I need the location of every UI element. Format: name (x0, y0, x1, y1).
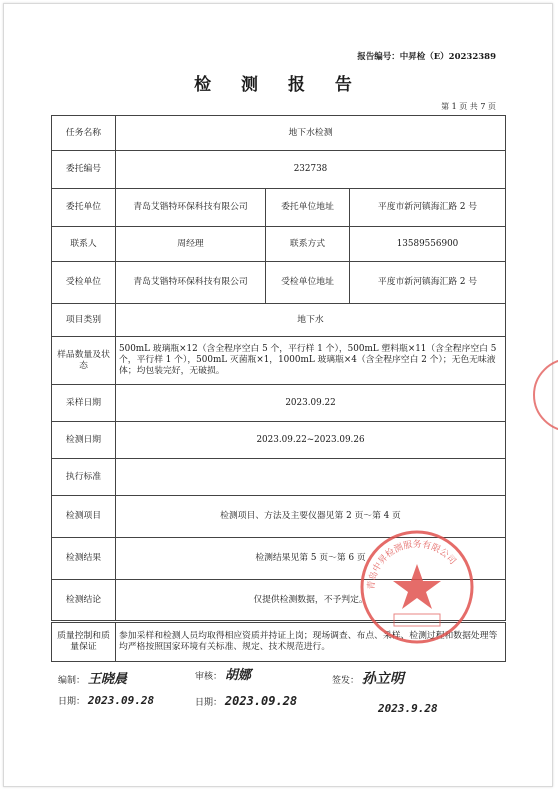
inspected-addr-label: 受检单位地址 (266, 262, 350, 304)
phone-value: 13589556900 (350, 227, 506, 262)
compile-signature (58, 668, 127, 687)
test-date-label: 检测日期 (52, 422, 116, 459)
partial-seal-icon (530, 340, 558, 450)
review-handwriting: 胡娜 (224, 668, 251, 683)
test-date-value: 2023.09.22~2023.09.26 (116, 422, 506, 459)
entrust-addr-value: 平度市新河镇海汇路 2 号 (350, 189, 506, 227)
inspected-addr-value: 平度市新河镇海汇路 2 号 (350, 262, 506, 304)
conclusion-label: 检测结论 (52, 580, 116, 622)
contact-value: 周经理 (116, 227, 266, 262)
entrust-addr-label: 委托单位地址 (266, 189, 350, 227)
category-value: 地下水 (116, 304, 506, 337)
review-date-handwriting: 2023.09.28 (224, 694, 298, 708)
entrust-unit-value: 青岛艾锴特环保科技有限公司 (116, 189, 266, 227)
compile-label: 编制： (58, 676, 86, 686)
table-row (52, 151, 506, 189)
conclusion-value: 仅提供检测数据，不予判定。 (116, 580, 506, 622)
results-label: 检测结果 (52, 538, 116, 580)
entrust-no-label: 委托编号 (52, 151, 116, 189)
results-value: 检测结果见第 5 页～第 6 页 (116, 538, 506, 580)
approve-signature (332, 668, 404, 688)
table-row (52, 459, 506, 496)
page-number: 第 1 页 共 7 页 (441, 102, 496, 111)
phone-label: 联系方式 (266, 227, 350, 262)
task-name-value: 地下水检测 (116, 116, 506, 151)
table-row (52, 304, 506, 337)
items-value: 检测项目、方法及主要仪器见第 2 页～第 4 页 (116, 496, 506, 538)
table-row (52, 189, 506, 227)
table-row (52, 116, 506, 151)
items-label: 检测项目 (52, 496, 116, 538)
inspected-unit-value: 青岛艾锴特环保科技有限公司 (116, 262, 266, 304)
table-row (52, 385, 506, 422)
sampling-date-value: 2023.09.22 (116, 385, 506, 422)
table-row (52, 227, 506, 262)
report-title: 检 测 报 告 (194, 75, 364, 95)
qc-value: 参加采样和检测人员均取得相应资质并持证上岗；现场调查、布点、采样、检测过程和数据处理等均严格按照国家环境有关标准、规定、技术规范进行。 (116, 622, 506, 662)
sampling-date-label: 采样日期 (52, 385, 116, 422)
review-date (195, 694, 297, 708)
qc-label: 质量控制和质量保证 (52, 622, 116, 662)
review-label: 审核： (195, 672, 223, 682)
approve-date-handwriting: 2023.9.28 (378, 702, 438, 715)
company-seal-icon (358, 528, 476, 646)
task-name-label: 任务名称 (52, 116, 116, 151)
approve-date (378, 702, 438, 715)
compile-handwriting: 王晓晨 (87, 672, 127, 687)
entrust-unit-label: 委托单位 (52, 189, 116, 227)
approve-label: 签发： (332, 676, 360, 686)
review-signature (195, 664, 251, 683)
compile-date (58, 694, 154, 707)
standard-value (116, 459, 506, 496)
samples-value: 500mL 玻璃瓶×12（含全程序空白 5 个，平行样 1 个），500mL 塑料瓶×11（含全程序空白 5 个，平行样 1 个），500mL 灭菌瓶×1，1000mL 玻璃瓶×4（含全程序空白 2 个）；无色无味液体；均包装完好，无破损。 (116, 337, 506, 385)
entrust-no-value: 232738 (116, 151, 506, 189)
table-row (52, 337, 506, 385)
table-row (52, 262, 506, 304)
date-label: 日期： (195, 698, 223, 708)
approve-handwriting: 孙立明 (361, 671, 404, 687)
date-label: 日期： (58, 697, 86, 707)
standard-label: 执行标准 (52, 459, 116, 496)
compile-date-handwriting: 2023.09.28 (87, 694, 155, 707)
category-label: 项目类别 (52, 304, 116, 337)
table-row (52, 422, 506, 459)
inspected-unit-label: 受检单位 (52, 262, 116, 304)
contact-label: 联系人 (52, 227, 116, 262)
samples-label: 样品数量及状态 (52, 337, 116, 385)
report-number: 报告编号：中昇检（E）20232389 (357, 52, 496, 62)
svg-text:青岛中昇检测服务有限公司: 青岛中昇检测服务有限公司 (366, 539, 458, 591)
